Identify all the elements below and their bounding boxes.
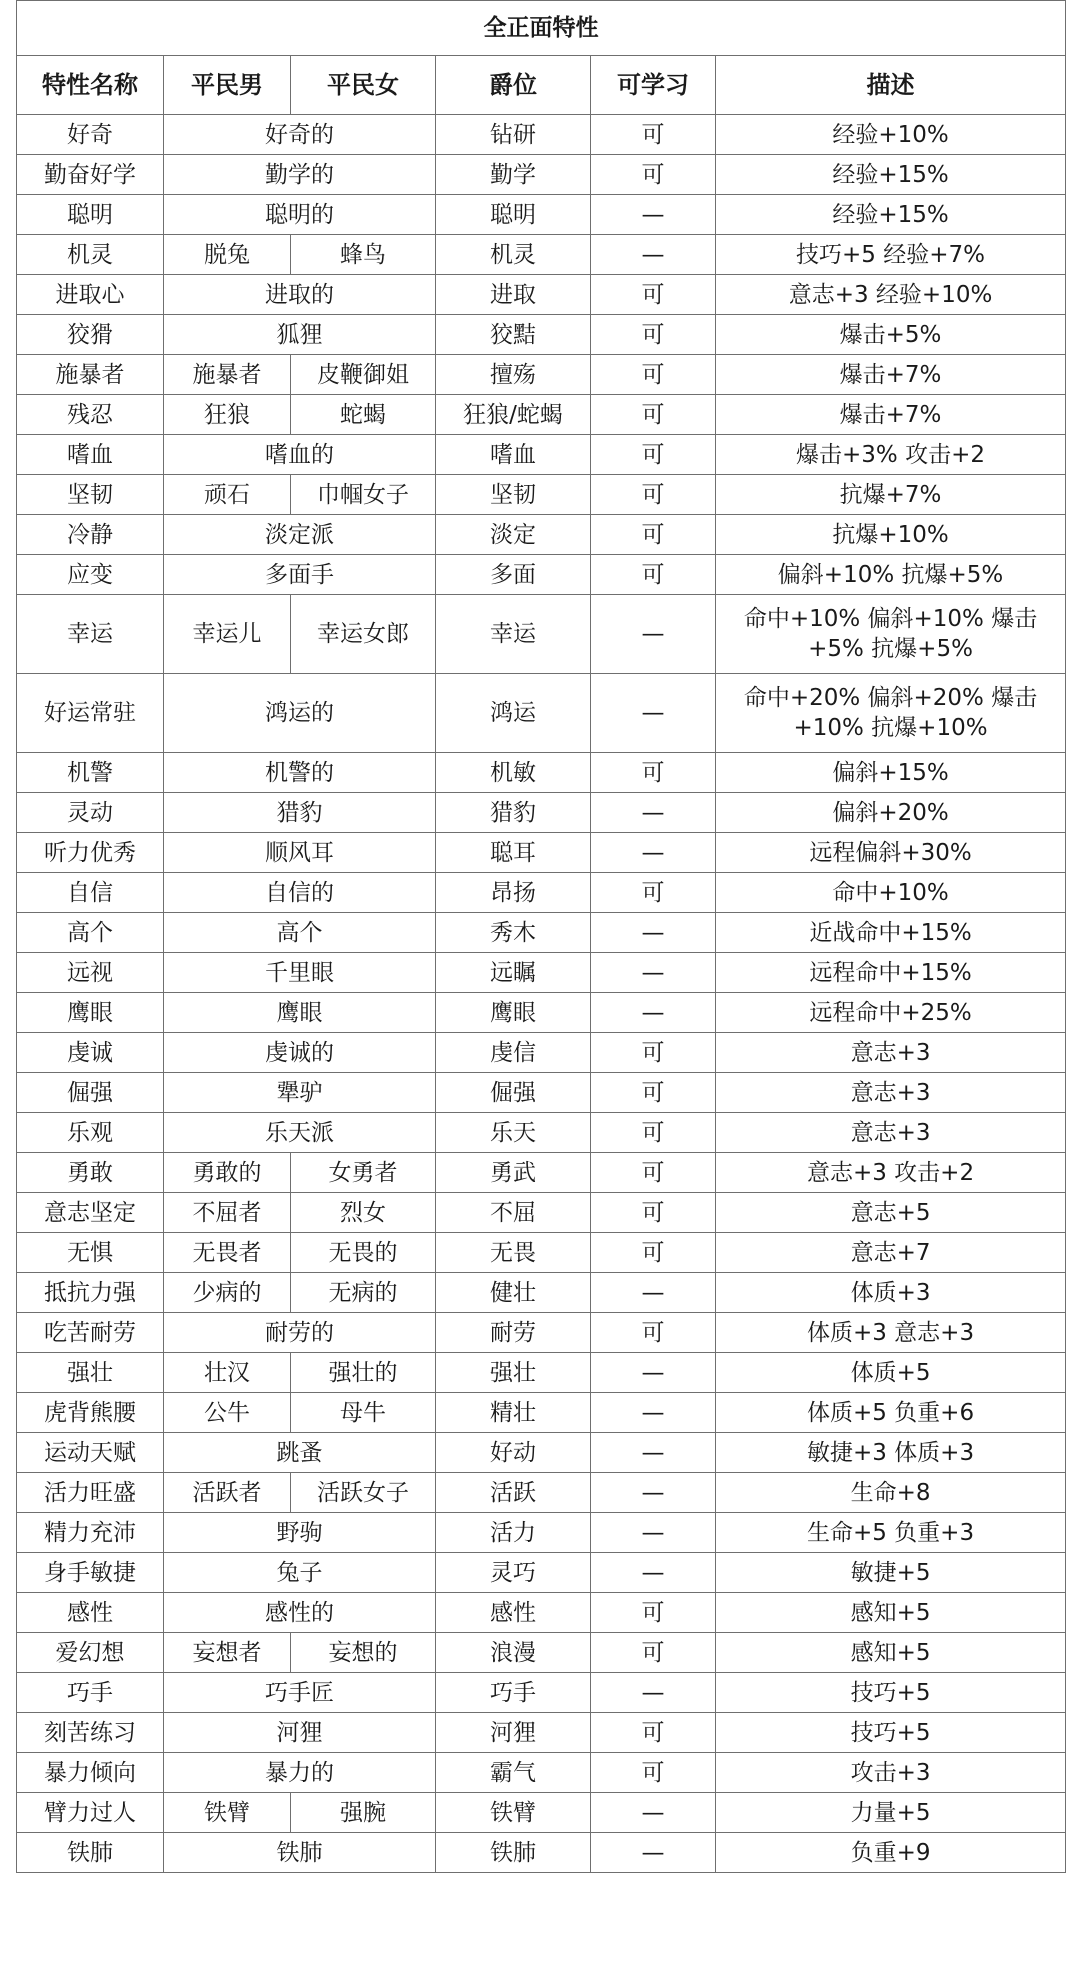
table-row — [17, 195, 1066, 235]
cell-description: 经验+10% — [716, 115, 1066, 155]
cell-learnable: 可 — [591, 1713, 716, 1753]
header-noble-title: 爵位 — [436, 56, 591, 115]
cell-commoner-male: 顺风耳 — [164, 833, 436, 873]
cell-commoner-female: 强壮的 — [291, 1353, 436, 1393]
table-row — [17, 1393, 1066, 1433]
cell-learnable: 可 — [591, 355, 716, 395]
cell-commoner-female: 妄想的 — [291, 1633, 436, 1673]
cell-noble-title: 淡定 — [436, 515, 591, 555]
table-row — [17, 155, 1066, 195]
cell-commoner-female: 皮鞭御姐 — [291, 355, 436, 395]
cell-description: 命中+20% 偏斜+20% 爆击+10% 抗爆+10% — [716, 674, 1066, 753]
cell-commoner-female: 女勇者 — [291, 1153, 436, 1193]
cell-learnable: 可 — [591, 753, 716, 793]
cell-commoner-male: 河狸 — [164, 1713, 436, 1753]
table-row — [17, 1313, 1066, 1353]
cell-description: 意志+3 — [716, 1073, 1066, 1113]
cell-commoner-male: 无畏者 — [164, 1233, 291, 1273]
table-row — [17, 435, 1066, 475]
positive-traits-table — [16, 0, 1066, 1873]
table-row — [17, 1673, 1066, 1713]
cell-learnable: 可 — [591, 1193, 716, 1233]
cell-description: 感知+5 — [716, 1593, 1066, 1633]
cell-trait-name: 机警 — [17, 753, 164, 793]
cell-commoner-male: 不屈者 — [164, 1193, 291, 1233]
cell-trait-name: 刻苦练习 — [17, 1713, 164, 1753]
cell-learnable: — — [591, 235, 716, 275]
cell-trait-name: 运动天赋 — [17, 1433, 164, 1473]
cell-noble-title: 勇武 — [436, 1153, 591, 1193]
cell-commoner-male: 猎豹 — [164, 793, 436, 833]
cell-noble-title: 狡黠 — [436, 315, 591, 355]
cell-description: 意志+3 — [716, 1113, 1066, 1153]
table-row — [17, 1753, 1066, 1793]
cell-trait-name: 勤奋好学 — [17, 155, 164, 195]
cell-learnable: 可 — [591, 435, 716, 475]
cell-commoner-female: 巾帼女子 — [291, 475, 436, 515]
cell-description: 感知+5 — [716, 1633, 1066, 1673]
table-row — [17, 1793, 1066, 1833]
cell-noble-title: 机敏 — [436, 753, 591, 793]
table-row — [17, 1633, 1066, 1673]
cell-noble-title: 强壮 — [436, 1353, 591, 1393]
cell-description: 体质+3 — [716, 1273, 1066, 1313]
cell-trait-name: 无惧 — [17, 1233, 164, 1273]
cell-learnable: 可 — [591, 115, 716, 155]
cell-noble-title: 狂狼/蛇蝎 — [436, 395, 591, 435]
cell-learnable: — — [591, 195, 716, 235]
cell-commoner-female: 蛇蝎 — [291, 395, 436, 435]
table-row — [17, 674, 1066, 753]
cell-learnable: 可 — [591, 1753, 716, 1793]
cell-commoner-female: 母牛 — [291, 1393, 436, 1433]
cell-commoner-male: 好奇的 — [164, 115, 436, 155]
cell-description: 远程命中+15% — [716, 953, 1066, 993]
cell-learnable: — — [591, 1473, 716, 1513]
cell-trait-name: 施暴者 — [17, 355, 164, 395]
cell-commoner-female: 活跃女子 — [291, 1473, 436, 1513]
cell-trait-name: 强壮 — [17, 1353, 164, 1393]
cell-learnable: 可 — [591, 873, 716, 913]
cell-trait-name: 鹰眼 — [17, 993, 164, 1033]
cell-noble-title: 鹰眼 — [436, 993, 591, 1033]
cell-commoner-male: 脱兔 — [164, 235, 291, 275]
table-row — [17, 753, 1066, 793]
table-row — [17, 1233, 1066, 1273]
cell-commoner-male: 鸿运的 — [164, 674, 436, 753]
cell-trait-name: 活力旺盛 — [17, 1473, 164, 1513]
cell-noble-title: 活力 — [436, 1513, 591, 1553]
cell-trait-name: 高个 — [17, 913, 164, 953]
cell-trait-name: 应变 — [17, 555, 164, 595]
cell-learnable: 可 — [591, 1113, 716, 1153]
cell-learnable: 可 — [591, 555, 716, 595]
cell-noble-title: 感性 — [436, 1593, 591, 1633]
cell-trait-name: 意志坚定 — [17, 1193, 164, 1233]
table-row — [17, 1113, 1066, 1153]
cell-noble-title: 霸气 — [436, 1753, 591, 1793]
table-row — [17, 355, 1066, 395]
table-row — [17, 913, 1066, 953]
cell-trait-name: 暴力倾向 — [17, 1753, 164, 1793]
cell-commoner-male: 机警的 — [164, 753, 436, 793]
cell-trait-name: 远视 — [17, 953, 164, 993]
cell-commoner-male: 勤学的 — [164, 155, 436, 195]
cell-trait-name: 铁肺 — [17, 1833, 164, 1873]
table-row — [17, 1073, 1066, 1113]
cell-commoner-male: 鹰眼 — [164, 993, 436, 1033]
cell-description: 命中+10% — [716, 873, 1066, 913]
cell-learnable: — — [591, 953, 716, 993]
cell-noble-title: 坚韧 — [436, 475, 591, 515]
cell-trait-name: 虔诚 — [17, 1033, 164, 1073]
cell-learnable: — — [591, 1833, 716, 1873]
cell-commoner-male: 幸运儿 — [164, 595, 291, 674]
cell-commoner-male: 千里眼 — [164, 953, 436, 993]
cell-trait-name: 乐观 — [17, 1113, 164, 1153]
cell-learnable: 可 — [591, 275, 716, 315]
cell-trait-name: 坚韧 — [17, 475, 164, 515]
cell-noble-title: 猎豹 — [436, 793, 591, 833]
cell-noble-title: 浪漫 — [436, 1633, 591, 1673]
header-learnable: 可学习 — [591, 56, 716, 115]
cell-learnable: 可 — [591, 1153, 716, 1193]
cell-description: 爆击+7% — [716, 355, 1066, 395]
cell-description: 生命+8 — [716, 1473, 1066, 1513]
cell-description: 偏斜+10% 抗爆+5% — [716, 555, 1066, 595]
cell-commoner-male: 铁肺 — [164, 1833, 436, 1873]
cell-commoner-male: 虔诚的 — [164, 1033, 436, 1073]
cell-description: 爆击+3% 攻击+2 — [716, 435, 1066, 475]
cell-trait-name: 残忍 — [17, 395, 164, 435]
table-row — [17, 1273, 1066, 1313]
cell-learnable: — — [591, 1273, 716, 1313]
cell-learnable: 可 — [591, 1633, 716, 1673]
cell-commoner-female: 强腕 — [291, 1793, 436, 1833]
cell-noble-title: 钻研 — [436, 115, 591, 155]
cell-description: 偏斜+15% — [716, 753, 1066, 793]
table-row — [17, 1033, 1066, 1073]
cell-commoner-male: 勇敢的 — [164, 1153, 291, 1193]
cell-noble-title: 活跃 — [436, 1473, 591, 1513]
cell-commoner-male: 耐劳的 — [164, 1313, 436, 1353]
cell-commoner-male: 狐狸 — [164, 315, 436, 355]
cell-noble-title: 倔强 — [436, 1073, 591, 1113]
cell-description: 敏捷+5 — [716, 1553, 1066, 1593]
table-row — [17, 1153, 1066, 1193]
header-trait-name: 特性名称 — [17, 56, 164, 115]
table-row — [17, 873, 1066, 913]
cell-description: 力量+5 — [716, 1793, 1066, 1833]
header-commoner-male: 平民男 — [164, 56, 291, 115]
cell-learnable: 可 — [591, 315, 716, 355]
cell-description: 抗爆+7% — [716, 475, 1066, 515]
cell-trait-name: 抵抗力强 — [17, 1273, 164, 1313]
cell-trait-name: 精力充沛 — [17, 1513, 164, 1553]
cell-description: 意志+3 攻击+2 — [716, 1153, 1066, 1193]
cell-commoner-male: 进取的 — [164, 275, 436, 315]
cell-learnable: 可 — [591, 475, 716, 515]
table-row — [17, 793, 1066, 833]
table-row — [17, 515, 1066, 555]
cell-commoner-female: 无病的 — [291, 1273, 436, 1313]
cell-trait-name: 机灵 — [17, 235, 164, 275]
cell-trait-name: 臂力过人 — [17, 1793, 164, 1833]
cell-commoner-male: 野驹 — [164, 1513, 436, 1553]
cell-description: 体质+5 负重+6 — [716, 1393, 1066, 1433]
cell-noble-title: 聪耳 — [436, 833, 591, 873]
cell-commoner-male: 感性的 — [164, 1593, 436, 1633]
table-body — [17, 115, 1066, 1873]
table-row — [17, 1833, 1066, 1873]
table-row — [17, 1713, 1066, 1753]
cell-trait-name: 聪明 — [17, 195, 164, 235]
cell-trait-name: 身手敏捷 — [17, 1553, 164, 1593]
cell-noble-title: 勤学 — [436, 155, 591, 195]
cell-trait-name: 幸运 — [17, 595, 164, 674]
cell-trait-name: 冷静 — [17, 515, 164, 555]
cell-description: 爆击+7% — [716, 395, 1066, 435]
cell-noble-title: 嗜血 — [436, 435, 591, 475]
cell-trait-name: 好运常驻 — [17, 674, 164, 753]
table-row — [17, 1553, 1066, 1593]
cell-learnable: 可 — [591, 1313, 716, 1353]
table-row — [17, 475, 1066, 515]
cell-learnable: — — [591, 674, 716, 753]
cell-trait-name: 听力优秀 — [17, 833, 164, 873]
cell-noble-title: 擅殇 — [436, 355, 591, 395]
cell-noble-title: 鸿运 — [436, 674, 591, 753]
header-description: 描述 — [716, 56, 1066, 115]
cell-description: 意志+3 — [716, 1033, 1066, 1073]
cell-description: 体质+5 — [716, 1353, 1066, 1393]
cell-noble-title: 多面 — [436, 555, 591, 595]
cell-description: 体质+3 意志+3 — [716, 1313, 1066, 1353]
cell-commoner-male: 自信的 — [164, 873, 436, 913]
cell-commoner-male: 高个 — [164, 913, 436, 953]
table-row — [17, 833, 1066, 873]
cell-learnable: — — [591, 913, 716, 953]
cell-noble-title: 河狸 — [436, 1713, 591, 1753]
cell-noble-title: 耐劳 — [436, 1313, 591, 1353]
cell-learnable: 可 — [591, 1233, 716, 1273]
cell-noble-title: 幸运 — [436, 595, 591, 674]
table-row — [17, 395, 1066, 435]
table-row — [17, 993, 1066, 1033]
cell-commoner-male: 淡定派 — [164, 515, 436, 555]
cell-commoner-female: 蜂鸟 — [291, 235, 436, 275]
table-row — [17, 275, 1066, 315]
cell-noble-title: 机灵 — [436, 235, 591, 275]
cell-noble-title: 无畏 — [436, 1233, 591, 1273]
table-row — [17, 315, 1066, 355]
cell-commoner-male: 少病的 — [164, 1273, 291, 1313]
table-row — [17, 555, 1066, 595]
cell-description: 技巧+5 经验+7% — [716, 235, 1066, 275]
cell-commoner-male: 嗜血的 — [164, 435, 436, 475]
cell-noble-title: 不屈 — [436, 1193, 591, 1233]
cell-noble-title: 进取 — [436, 275, 591, 315]
cell-noble-title: 好动 — [436, 1433, 591, 1473]
table-row — [17, 595, 1066, 674]
cell-trait-name: 好奇 — [17, 115, 164, 155]
cell-description: 技巧+5 — [716, 1713, 1066, 1753]
cell-commoner-male: 跳蚤 — [164, 1433, 436, 1473]
table-row — [17, 1433, 1066, 1473]
cell-commoner-male: 犟驴 — [164, 1073, 436, 1113]
cell-noble-title: 聪明 — [436, 195, 591, 235]
cell-trait-name: 自信 — [17, 873, 164, 913]
cell-trait-name: 倔强 — [17, 1073, 164, 1113]
cell-description: 远程命中+25% — [716, 993, 1066, 1033]
cell-description: 技巧+5 — [716, 1673, 1066, 1713]
cell-learnable: — — [591, 595, 716, 674]
cell-learnable: — — [591, 1393, 716, 1433]
cell-commoner-female: 幸运女郎 — [291, 595, 436, 674]
cell-noble-title: 秀木 — [436, 913, 591, 953]
cell-description: 敏捷+3 体质+3 — [716, 1433, 1066, 1473]
header-row — [17, 56, 1066, 115]
cell-noble-title: 健壮 — [436, 1273, 591, 1313]
cell-description: 近战命中+15% — [716, 913, 1066, 953]
table-row — [17, 953, 1066, 993]
cell-commoner-female: 无畏的 — [291, 1233, 436, 1273]
cell-description: 远程偏斜+30% — [716, 833, 1066, 873]
cell-description: 爆击+5% — [716, 315, 1066, 355]
cell-noble-title: 虔信 — [436, 1033, 591, 1073]
cell-learnable: 可 — [591, 155, 716, 195]
cell-description: 生命+5 负重+3 — [716, 1513, 1066, 1553]
cell-description: 负重+9 — [716, 1833, 1066, 1873]
cell-learnable: — — [591, 1513, 716, 1553]
cell-noble-title: 铁肺 — [436, 1833, 591, 1873]
cell-trait-name: 勇敢 — [17, 1153, 164, 1193]
cell-trait-name: 嗜血 — [17, 435, 164, 475]
cell-trait-name: 巧手 — [17, 1673, 164, 1713]
cell-learnable: 可 — [591, 1033, 716, 1073]
header-commoner-female: 平民女 — [291, 56, 436, 115]
table-row — [17, 235, 1066, 275]
cell-commoner-male: 活跃者 — [164, 1473, 291, 1513]
cell-description: 命中+10% 偏斜+10% 爆击+5% 抗爆+5% — [716, 595, 1066, 674]
cell-learnable: — — [591, 1673, 716, 1713]
cell-learnable: — — [591, 1433, 716, 1473]
cell-commoner-male: 妄想者 — [164, 1633, 291, 1673]
cell-commoner-male: 公牛 — [164, 1393, 291, 1433]
cell-trait-name: 虎背熊腰 — [17, 1393, 164, 1433]
cell-noble-title: 远瞩 — [436, 953, 591, 993]
cell-commoner-male: 施暴者 — [164, 355, 291, 395]
cell-description: 经验+15% — [716, 155, 1066, 195]
cell-trait-name: 吃苦耐劳 — [17, 1313, 164, 1353]
cell-learnable: 可 — [591, 1073, 716, 1113]
cell-description: 经验+15% — [716, 195, 1066, 235]
cell-noble-title: 昂扬 — [436, 873, 591, 913]
cell-trait-name: 狡猾 — [17, 315, 164, 355]
cell-learnable: — — [591, 1793, 716, 1833]
cell-description: 意志+3 经验+10% — [716, 275, 1066, 315]
cell-learnable: 可 — [591, 395, 716, 435]
table-row — [17, 1593, 1066, 1633]
cell-noble-title: 巧手 — [436, 1673, 591, 1713]
cell-learnable: 可 — [591, 515, 716, 555]
table-row — [17, 1473, 1066, 1513]
table-row — [17, 1513, 1066, 1553]
cell-trait-name: 进取心 — [17, 275, 164, 315]
cell-learnable: — — [591, 793, 716, 833]
cell-commoner-male: 铁臂 — [164, 1793, 291, 1833]
cell-noble-title: 灵巧 — [436, 1553, 591, 1593]
cell-description: 意志+5 — [716, 1193, 1066, 1233]
cell-noble-title: 乐天 — [436, 1113, 591, 1153]
cell-trait-name: 爱幻想 — [17, 1633, 164, 1673]
cell-description: 抗爆+10% — [716, 515, 1066, 555]
cell-description: 意志+7 — [716, 1233, 1066, 1273]
cell-trait-name: 感性 — [17, 1593, 164, 1633]
cell-learnable: 可 — [591, 1593, 716, 1633]
table-row — [17, 1353, 1066, 1393]
cell-commoner-male: 乐天派 — [164, 1113, 436, 1153]
cell-commoner-male: 顽石 — [164, 475, 291, 515]
cell-commoner-male: 巧手匠 — [164, 1673, 436, 1713]
cell-learnable: — — [591, 1353, 716, 1393]
cell-noble-title: 精壮 — [436, 1393, 591, 1433]
table-title: 全正面特性 — [17, 1, 1066, 56]
cell-trait-name: 灵动 — [17, 793, 164, 833]
cell-description: 攻击+3 — [716, 1753, 1066, 1793]
table-row — [17, 115, 1066, 155]
cell-commoner-male: 聪明的 — [164, 195, 436, 235]
cell-commoner-male: 多面手 — [164, 555, 436, 595]
cell-learnable: — — [591, 833, 716, 873]
cell-commoner-female: 烈女 — [291, 1193, 436, 1233]
cell-description: 偏斜+20% — [716, 793, 1066, 833]
cell-learnable: — — [591, 1553, 716, 1593]
cell-commoner-male: 暴力的 — [164, 1753, 436, 1793]
cell-commoner-male: 兔子 — [164, 1553, 436, 1593]
cell-noble-title: 铁臂 — [436, 1793, 591, 1833]
cell-learnable: — — [591, 993, 716, 1033]
table-row — [17, 1193, 1066, 1233]
cell-commoner-male: 壮汉 — [164, 1353, 291, 1393]
cell-commoner-male: 狂狼 — [164, 395, 291, 435]
